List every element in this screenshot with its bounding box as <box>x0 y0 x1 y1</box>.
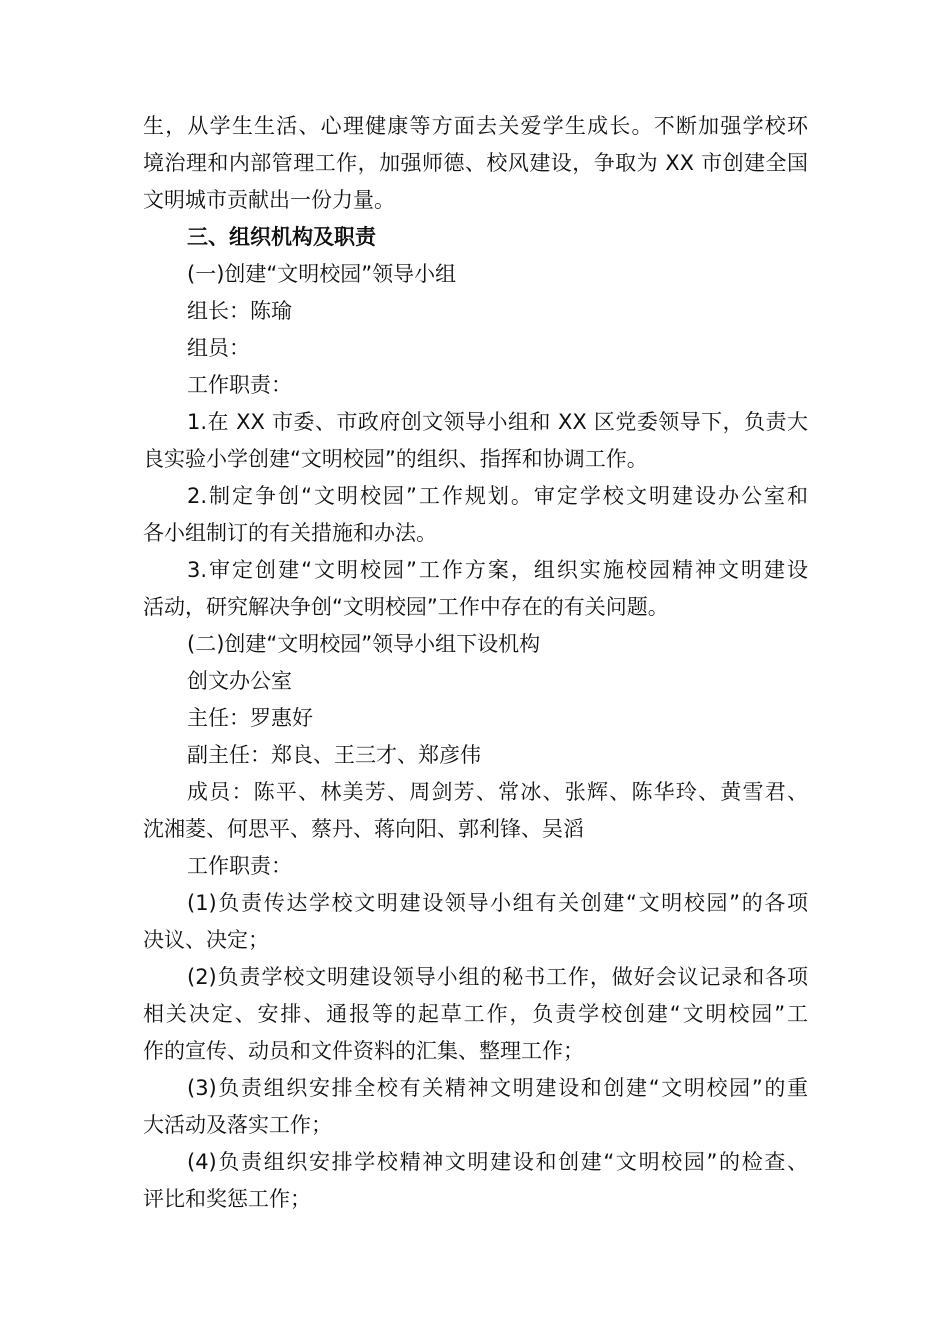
text-line: 2.制定争创“文明校园”工作规划。审定学校文明建设办公室和 <box>187 484 808 508</box>
text-line: (一)创建“文明校园”领导小组 <box>187 262 457 286</box>
text-line: (4)负责组织安排学校精神文明建设和创建“文明校园”的检查、 <box>187 1150 808 1174</box>
text-line: 组长：陈瑜 <box>187 299 292 323</box>
text-line: 决议、决定； <box>143 928 269 952</box>
text-line: 工作职责： <box>187 854 292 878</box>
text-line: 成员：陈平、林美芳、周剑芳、常冰、张辉、陈华玲、黄雪君、 <box>187 780 808 804</box>
document-page <box>143 108 808 1218</box>
text-line: 各小组制订的有关措施和办法。 <box>143 521 437 545</box>
text-line: 组员： <box>187 336 250 360</box>
text-line: 文明城市贡献出一份力量。 <box>143 188 395 212</box>
text-line: 良实验小学创建“文明校园”的组织、指挥和协调工作。 <box>143 447 648 471</box>
text-line: 活动，研究解决争创“文明校园”工作中存在的有关问题。 <box>143 595 669 619</box>
text-line: 作的宣传、动员和文件资料的汇集、整理工作； <box>143 1039 584 1063</box>
text-line: 相关决定、安排、通报等的起草工作，负责学校创建“文明校园”工 <box>143 1002 808 1026</box>
text-line: 境治理和内部管理工作，加强师德、校风建设，争取为 XX 市创建全国 <box>143 151 808 175</box>
text-line: (2)负责学校文明建设领导小组的秘书工作，做好会议记录和各项 <box>187 965 808 989</box>
text-line: 3.审定创建“文明校园”工作方案，组织实施校园精神文明建设 <box>187 558 808 582</box>
text-line: 评比和奖惩工作； <box>143 1187 311 1211</box>
text-line: 工作职责： <box>187 373 292 397</box>
text-line: 1.在 XX 市委、市政府创文领导小组和 XX 区党委领导下，负责大 <box>187 410 808 434</box>
text-line: 主任：罗惠好 <box>187 706 313 730</box>
text-line: 创文办公室 <box>187 669 292 693</box>
text-line: 沈湘菱、何思平、蔡丹、蒋向阳、郭利锋、吴滔 <box>143 817 584 841</box>
text-line: (3)负责组织安排全校有关精神文明建设和创建“文明校园”的重 <box>187 1076 808 1100</box>
text-line: 生，从学生生活、心理健康等方面去关爱学生成长。不断加强学校环 <box>143 114 808 138</box>
text-line: 大活动及落实工作； <box>143 1113 332 1137</box>
text-line: 副主任：郑良、王三才、郑彦伟 <box>187 743 481 767</box>
text-line: (1)负责传达学校文明建设领导小组有关创建“文明校园”的各项 <box>187 891 808 915</box>
text-line: (二)创建“文明校园”领导小组下设机构 <box>187 632 541 656</box>
section-heading: 三、组织机构及职责 <box>187 225 376 249</box>
